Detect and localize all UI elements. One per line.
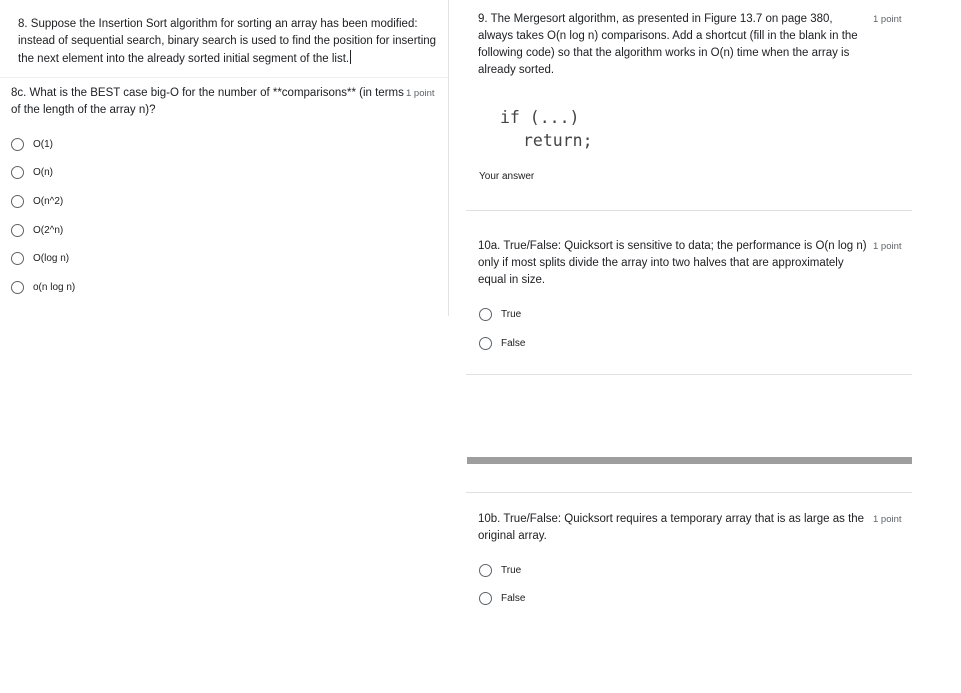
q8-divider <box>0 77 448 78</box>
q8c-option-4[interactable] <box>11 222 63 238</box>
q10a-divider <box>466 374 912 375</box>
q10b-top-divider <box>466 492 912 493</box>
q9-answer-placeholder: Your answer <box>479 171 535 182</box>
q8c-option-label: O(1) <box>33 138 53 150</box>
q8c-option-1[interactable] <box>11 136 53 152</box>
radio-button[interactable] <box>11 224 24 237</box>
q10a-points: 1 point <box>873 241 902 252</box>
radio-button[interactable] <box>479 337 492 350</box>
q9-points: 1 point <box>873 14 902 25</box>
q9-answer-input[interactable] <box>478 168 898 190</box>
radio-button[interactable] <box>11 195 24 208</box>
section-separator-bar <box>467 457 912 464</box>
q8-text <box>18 16 446 68</box>
q8c-option-label: o(n log n) <box>33 281 76 293</box>
radio-button[interactable] <box>479 564 492 577</box>
q8c-question: 8c. What is the BEST case big-O for the number of **comparisons** (in terms of the length of the array n)? <box>11 87 404 116</box>
q8c-option-label: O(log n) <box>33 252 70 264</box>
q10b-points: 1 point <box>873 514 902 525</box>
q9-divider <box>466 210 912 211</box>
q10a-option-label: True <box>501 308 522 320</box>
radio-button[interactable] <box>11 252 24 265</box>
q9-question: 9. The Mergesort algorithm, as presented in Figure 13.7 on page 380, always takes O(n log n) comparisons. Add a shortcut (fill in the blank in the following code) so that the algorithm works in O(n) time when the array is already sorted. <box>478 13 858 76</box>
q10a-option-label: False <box>501 337 526 349</box>
q8c-option-label: O(n^2) <box>33 195 64 207</box>
q10a-question: 10a. True/False: Quicksort is sensitive to data; the performance is O(n log n) only if most splits divide the array into two halves that are approximately equal in size. <box>478 240 867 286</box>
q9-code-line-1: if (...) <box>500 108 580 127</box>
q10a-option-true[interactable] <box>479 306 521 322</box>
radio-button[interactable] <box>479 308 492 321</box>
radio-button[interactable] <box>11 281 24 294</box>
radio-button[interactable] <box>11 166 24 179</box>
radio-button[interactable] <box>11 138 24 151</box>
q10b-option-true[interactable] <box>479 562 521 578</box>
q8c-option-3[interactable] <box>11 193 63 209</box>
q8c-option-6[interactable] <box>11 279 75 295</box>
radio-button[interactable] <box>479 592 492 605</box>
q10b-option-false[interactable] <box>479 590 525 606</box>
q8c-points: 1 point <box>406 88 435 99</box>
q10b-option-label: True <box>501 564 522 576</box>
q8c-option-2[interactable] <box>11 164 53 180</box>
q10b-question: 10b. True/False: Quicksort requires a temporary array that is as large as the original array. <box>478 513 865 542</box>
q8c-option-label: O(2^n) <box>33 224 64 236</box>
column-divider-top <box>448 0 449 86</box>
q8c-option-5[interactable] <box>11 250 69 266</box>
q10a-option-false[interactable] <box>479 335 525 351</box>
column-divider <box>448 86 449 316</box>
text-cursor <box>350 50 351 64</box>
q8-text-content: 8. Suppose the Insertion Sort algorithm for sorting an array has been modified: instead of sequential search, binary search is used to find the position for inserting the next element into the already sorted initial segment of the list. <box>18 18 437 65</box>
q9-code-line-2: return; <box>523 131 593 150</box>
q8c-option-label: O(n) <box>33 166 53 178</box>
q10b-option-label: False <box>501 592 526 604</box>
